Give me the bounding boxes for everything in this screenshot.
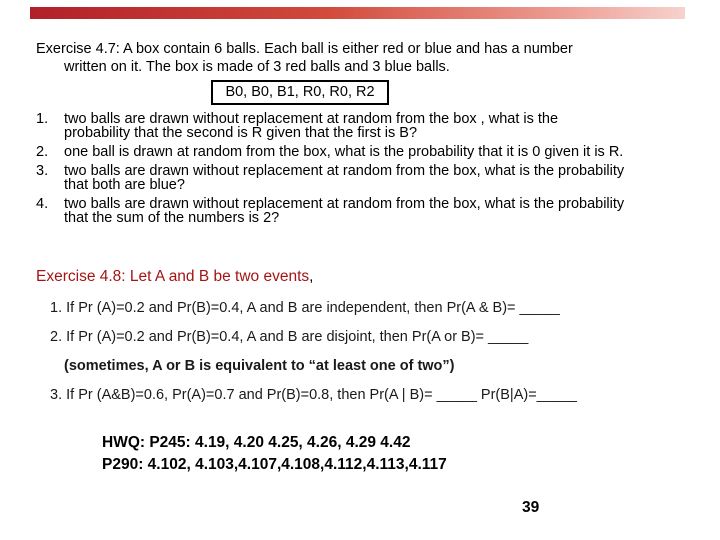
header-accent-bar	[30, 7, 685, 19]
question-text-line1: two balls are drawn without replacement at random from the box, what is the probability	[64, 163, 625, 179]
exercise-4-7-title-line2: written on it. The box is made of 3 red balls and 3 blue balls.	[64, 59, 450, 75]
question-text-line1: one ball is drawn at random from the box, what is the probability that it is 0 given it is R.	[64, 144, 624, 160]
question-text-line2: that both are blue?	[64, 177, 185, 193]
exercise-4-8-title-comma: ,	[309, 268, 314, 285]
question-item	[36, 164, 696, 192]
exercise-4-8-title-text: Exercise 4.8: Let A and B be two events	[36, 268, 310, 285]
homework-line1: HWQ: P245: 4.19, 4.20 4.25, 4.26, 4.29 4.42	[102, 434, 411, 451]
homework-line2: P290: 4.102, 4.103,4.107,4.108,4.112,4.113,4.117	[102, 456, 447, 473]
question-text-line2: that the sum of the numbers is 2?	[64, 210, 280, 226]
question-number: 4.	[36, 196, 49, 212]
exercise-4-7-title-line1: Exercise 4.7: A box contain 6 balls. Each ball is either red or blue and has a number	[36, 41, 573, 57]
exercise-4-8-item-2: 2. If Pr (A)=0.2 and Pr(B)=0.4, A and B are disjoint, then Pr(A or B)= _____	[50, 329, 529, 345]
page-number: 39	[522, 499, 540, 516]
exercise-4-8-item-3: 3. If Pr (A&B)=0.6, Pr(A)=0.7 and Pr(B)=0.8, then Pr(A | B)= _____ Pr(B|A)=_____	[50, 387, 577, 403]
question-number: 1.	[36, 111, 49, 127]
question-item	[36, 197, 696, 225]
balls-contents-box: B0, B0, B1, R0, R0, R2	[211, 80, 389, 105]
exercise-4-7-question-list	[36, 112, 696, 230]
question-item	[36, 145, 696, 159]
exercise-4-8-item-1: 1. If Pr (A)=0.2 and Pr(B)=0.4, A and B are independent, then Pr(A & B)= _____	[50, 300, 560, 316]
question-number: 2.	[36, 144, 49, 160]
question-item	[36, 112, 696, 140]
question-text-line1: two balls are drawn without replacement at random from the box, what is the probability	[64, 196, 625, 212]
exercise-4-7-title	[36, 40, 686, 76]
exercise-4-8-title	[36, 268, 313, 286]
question-number: 3.	[36, 163, 49, 179]
question-text-line1: two balls are drawn without replacement at random from the box , what is the	[64, 111, 559, 127]
exercise-4-8-note: (sometimes, A or B is equivalent to “at least one of two”)	[64, 358, 455, 374]
question-text-line2: probability that the second is R given that the first is B?	[64, 125, 418, 141]
homework-block	[102, 432, 447, 476]
